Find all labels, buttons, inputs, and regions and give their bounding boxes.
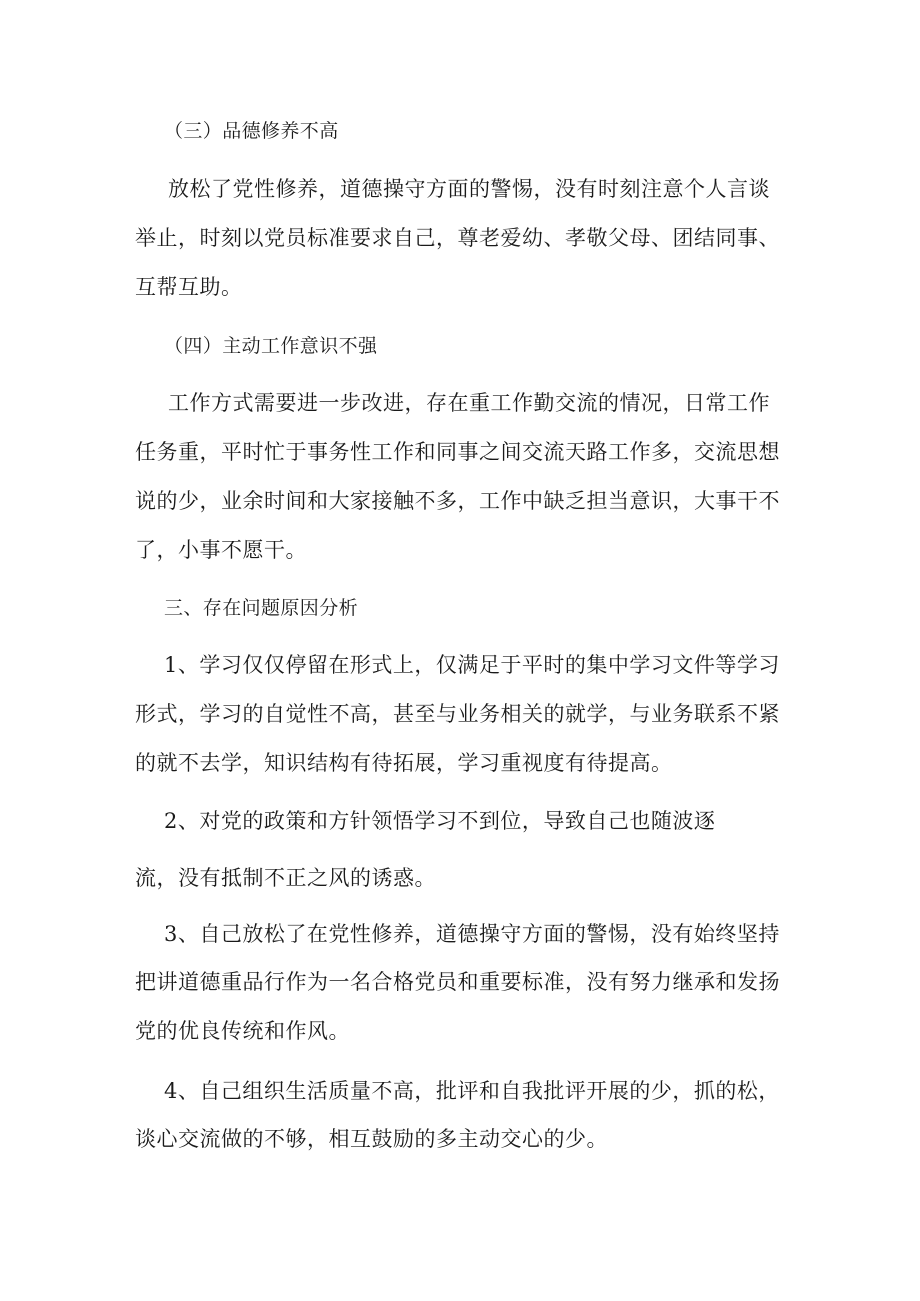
- list-item-line: 形式，学习的自觉性不高，甚至与业务相关的就学，与业务联系不紧: [135, 702, 780, 726]
- list-item-line: 的就不去学，知识结构有待拓展，学习重视度有待提高。: [135, 751, 673, 775]
- list-item-line: 党的优良传统和作风。: [135, 1019, 350, 1043]
- list-item-line: 流，没有抵制不正之风的诱惑。: [135, 866, 436, 890]
- list-item-line: 1、学习仅仅停留在形式上，仅满足于平时的集中学习文件等学习: [164, 653, 780, 677]
- section-heading-4: （四）主动工作意识不强: [164, 335, 378, 357]
- paragraph-line: 任务重，平时忙于事务性工作和同事之间交流天路工作多，交流思想: [135, 440, 780, 464]
- paragraph-line: 举止，时刻以党员标准要求自己，尊老爱幼、孝敬父母、团结同事、: [135, 226, 780, 250]
- paragraph-line: 了，小事不愿干。: [135, 538, 307, 562]
- paragraph-line: 互帮互助。: [135, 275, 243, 299]
- paragraph-line: 说的少，业余时间和大家接触不多，工作中缺乏担当意识，大事干不: [135, 489, 780, 513]
- list-item-line: 3、自己放松了在党性修养，道德操守方面的警惕，没有始终坚持: [164, 922, 780, 946]
- paragraph-line: 工作方式需要进一步改进，存在重工作勤交流的情况，日常工作: [168, 391, 770, 415]
- list-item-line: 2、对党的政策和方针领悟学习不到位，导致自己也随波逐: [164, 809, 716, 833]
- paragraph-line: 放松了党性修养，道德操守方面的警惕，没有时刻注意个人言谈: [168, 177, 770, 201]
- list-item-line: 谈心交流做的不够，相互鼓励的多主动交心的少。: [135, 1127, 608, 1151]
- section-heading-3: （三）品德修养不高: [164, 120, 339, 142]
- part-heading-3: 三、存在问题原因分析: [164, 597, 359, 619]
- list-item-line: 4、自己组织生活质量不高，批评和自我批评开展的少，抓的松，: [164, 1079, 780, 1103]
- list-item-line: 把讲道德重品行作为一名合格党员和重要标准，没有努力继承和发扬: [135, 970, 780, 994]
